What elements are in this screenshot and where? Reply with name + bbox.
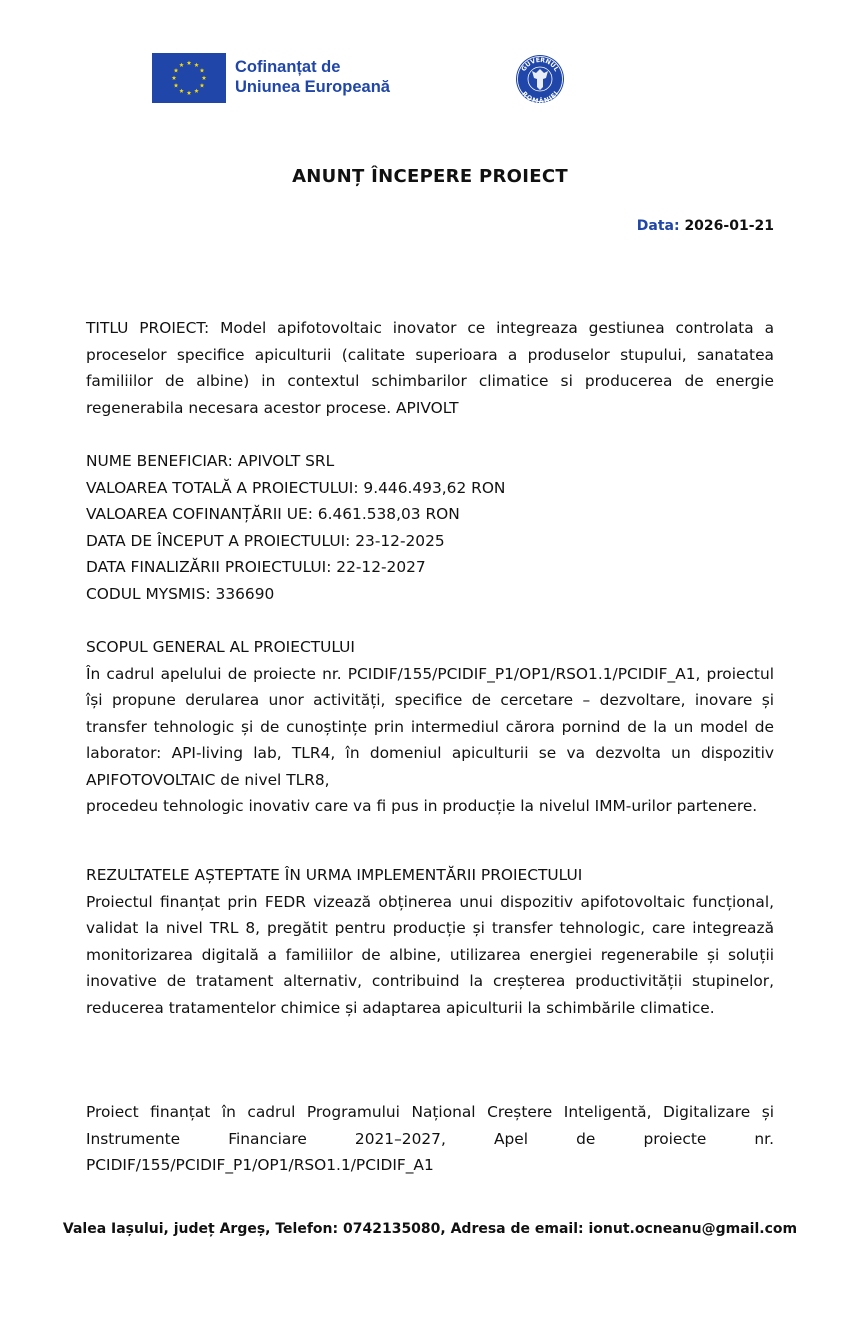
scope-paragraph-2: procedeu tehnologic inovativ care va fi pus in producție la nivelul IMM-urilor partenere. <box>86 797 758 815</box>
eu-cofinancing-value: VALOAREA COFINANȚĂRII UE: 6.461.538,03 RON <box>86 505 460 523</box>
results-heading: REZULTATELE AȘTEPTATE ÎN URMA IMPLEMENTĂRII PROIECTULUI <box>86 866 583 884</box>
document-header <box>0 0 860 120</box>
eu-text-line2: Uniunea Europeană <box>235 78 390 96</box>
project-title-paragraph: TITLU PROIECT: Model apifotovoltaic inovator ce integreaza gestiunea controlata a proceselor specifice apiculturii (calitate superioara a produselor stupului, sanatatea familiilor de albine) in contextul schimbarilor climatice si producerea de energie regenerabila necesara acestor procese. APIVOLT <box>86 319 774 417</box>
document-date <box>637 218 774 234</box>
footer-contact: Valea Iașului, județ Argeș, Telefon: 0742135080, Adresa de email: ionut.ocneanu@gmail.com <box>62 1221 798 1237</box>
results-paragraph: Proiectul finanțat prin FEDR vizează obținerea unui dispozitiv apifotovoltaic funcțional, validat la nivel TRL 8, pregătit pentru producție și transfer tehnologic, care integrează monitorizarea digitală a familiilor de albine, utilizarea energiei regenerabile și soluții inovative de tratament alternativ, contribuind la creșterea productivității stupinelor, reducerea tratamentelor chimice și adaptarea apiculturii la schimbările climatice. <box>86 892 774 1017</box>
date-value: 2026-01-21 <box>684 218 774 234</box>
flag-background <box>152 53 226 103</box>
eu-text-line1: Cofinanțat de <box>235 58 341 76</box>
seal-text-bottom: ROMÂNIEI <box>520 90 560 104</box>
date-label: Data: <box>636 218 680 234</box>
scope-heading: SCOPUL GENERAL AL PROIECTULUI <box>86 638 355 656</box>
page-title: ANUNȚ ÎNCEPERE PROIECT <box>292 166 568 187</box>
eu-cofinancing-label <box>235 57 390 97</box>
beneficiary-name: NUME BENEFICIAR: APIVOLT SRL <box>86 452 335 470</box>
start-date: DATA DE ÎNCEPUT A PROIECTULUI: 23-12-2025 <box>86 531 445 550</box>
total-value: VALOAREA TOTALĂ A PROIECTULUI: 9.446.493,62 RON <box>86 478 506 497</box>
results-section <box>86 862 774 1021</box>
mysmis-code: CODUL MYSMIS: 336690 <box>86 584 275 603</box>
guvernul-romaniei-seal-icon <box>515 54 565 104</box>
scope-section <box>86 634 774 820</box>
end-date: DATA FINALIZĂRII PROIECTULUI: 22-12-2027 <box>86 558 426 576</box>
funding-paragraph: Proiect finanțat în cadrul Programului Național Creștere Inteligentă, Digitalizare și Instrumente Financiare 2021–2027, Apel de proiecte nr. PCIDIF/155/PCIDIF_P1/OP1/RSO1.1/PCIDIF_A1 <box>86 1103 774 1174</box>
project-info-list <box>86 448 774 607</box>
seal-text-top: GUVERNUL <box>520 56 560 73</box>
gov-seal-graphic <box>515 54 565 104</box>
scope-paragraph-1: În cadrul apelului de proiecte nr. PCIDIF/155/PCIDIF_P1/OP1/RSO1.1/PCIDIF_A1, proiectul își propune derularea unor activități, specifice de cercetare – dezvoltare, inovare și transfer tehnologic și de cunoștințe prin intermediul cărora pornind de la un model de laborator: API-living lab, TLR4, în domeniul apiculturii se va dezvolta un dispozitiv APIFOTOVOLTAIC de nivel TLR8, <box>86 664 774 789</box>
eu-flag-icon <box>152 53 226 103</box>
eu-flag-graphic <box>152 53 226 103</box>
